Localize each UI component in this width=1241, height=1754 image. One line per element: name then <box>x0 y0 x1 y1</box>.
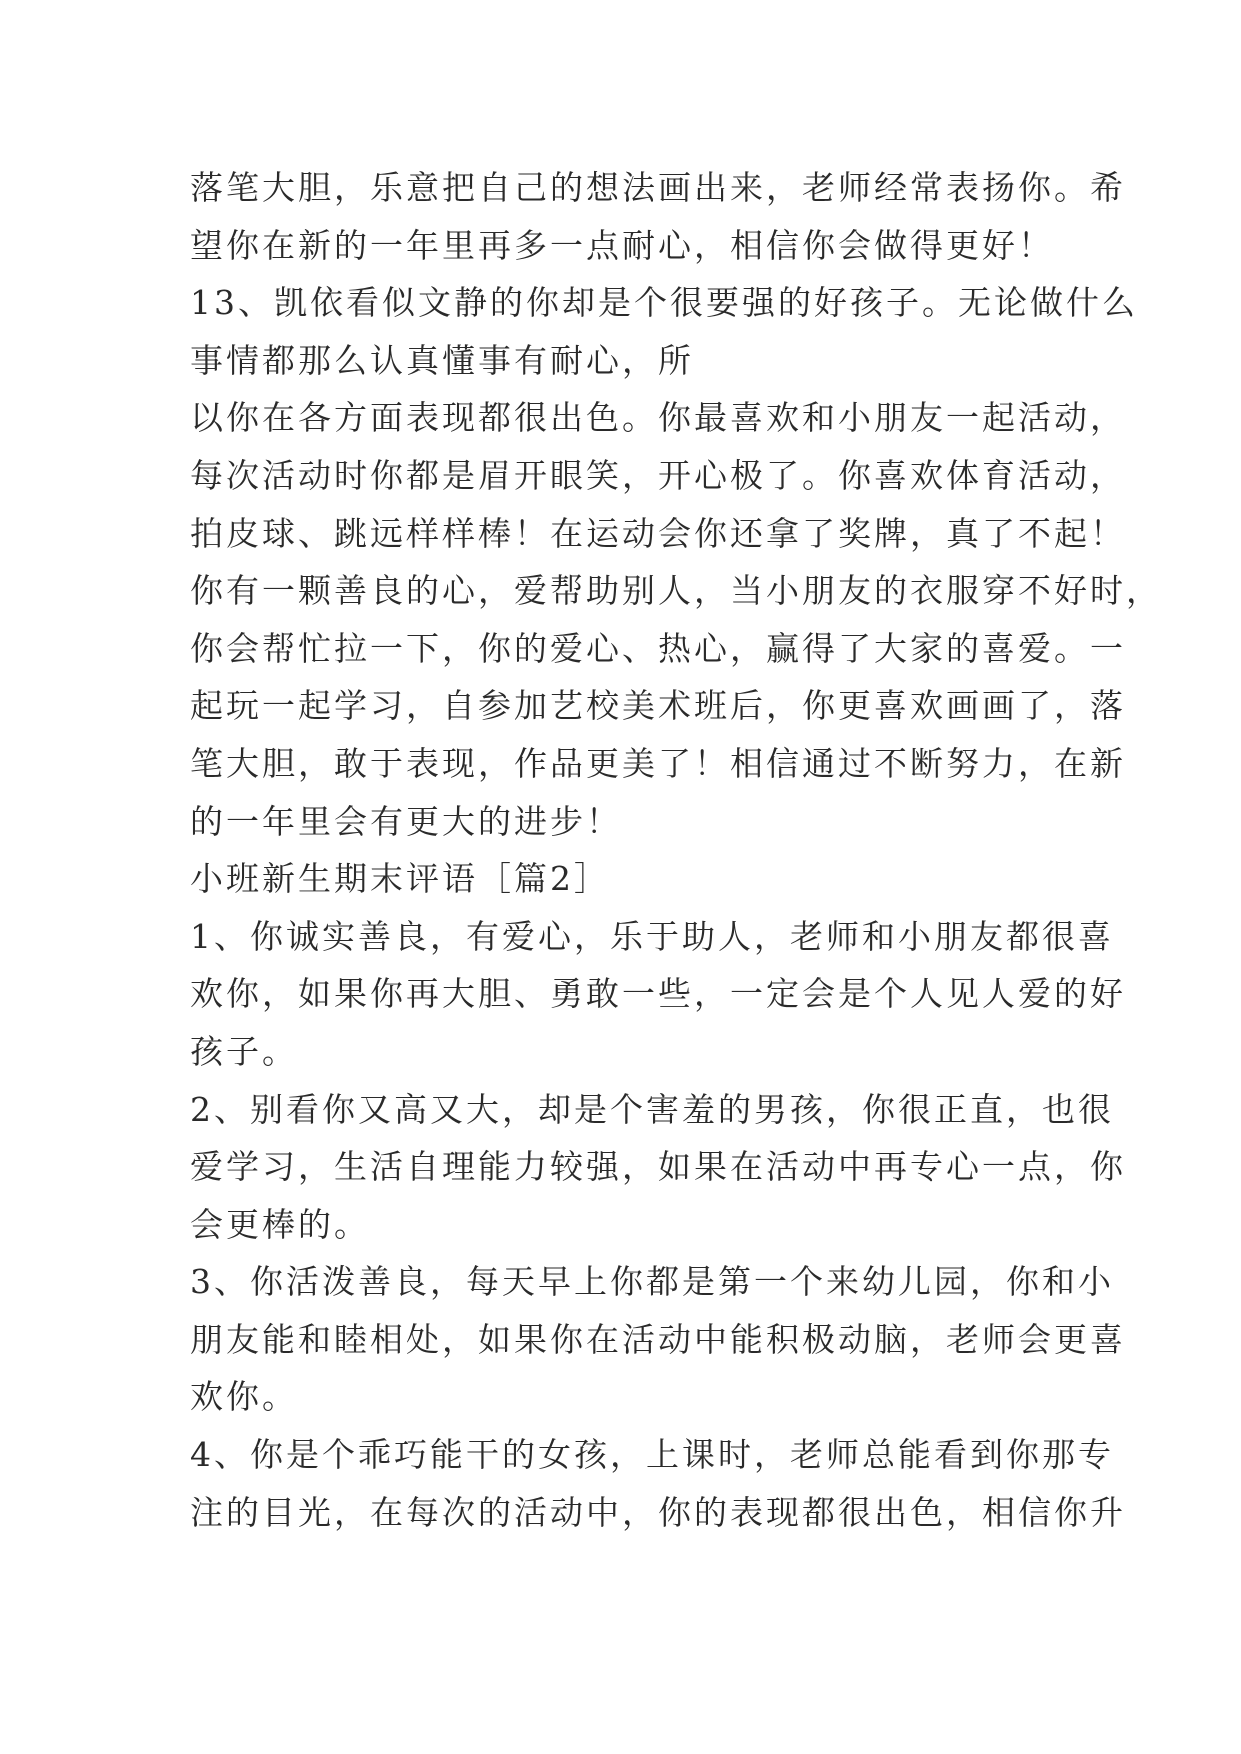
text-line: 朋友能和睦相处，如果你在活动中能积极动脑，老师会更喜 <box>190 1319 1126 1359</box>
text-line: 1、你诚实善良，有爱心，乐于助人，老师和小朋友都很喜 <box>190 916 1114 956</box>
text-line: 孩子。 <box>190 1031 298 1071</box>
text-line: 欢你。 <box>190 1377 298 1417</box>
section-heading: 小班新生期末评语［篇2］ <box>190 859 610 899</box>
text-line: 3、你活泼善良，每天早上你都是第一个来幼儿园，你和小 <box>190 1262 1114 1302</box>
text-line: 拍皮球、跳远样样棒！在运动会你还拿了奖牌，真了不起！ <box>190 513 1126 553</box>
text-line: 2、别看你又高又大，却是个害羞的男孩，你很正直，也很 <box>190 1089 1114 1129</box>
text-line: 起玩一起学习，自参加艺校美术班后，你更喜欢画画了，落 <box>190 686 1126 726</box>
text-line: 落笔大胆，乐意把自己的想法画出来，老师经常表扬你。希 <box>190 168 1126 207</box>
text-line: 每次活动时你都是眉开眼笑，开心极了。你喜欢体育活动， <box>190 455 1126 495</box>
text-line: 欢你，如果你再大胆、勇敢一些，一定会是个人见人爱的好 <box>190 974 1126 1014</box>
text-line: 13、凯依看似文静的你却是个很要强的好孩子。无论做什么 <box>190 283 1138 323</box>
text-line: 会更棒的。 <box>190 1204 370 1244</box>
text-line: 的一年里会有更大的进步！ <box>190 801 622 841</box>
text-line: 以你在各方面表现都很出色。你最喜欢和小朋友一起活动， <box>190 398 1126 438</box>
text-line: 笔大胆，敢于表现，作品更美了！相信通过不断努力，在新 <box>190 743 1126 783</box>
text-line: 事情都那么认真懂事有耐心，所 <box>190 340 694 380</box>
text-line: 爱学习，生活自理能力较强，如果在活动中再专心一点，你 <box>190 1147 1126 1187</box>
text-line: 注的目光，在每次的活动中，你的表现都很出色，相信你升 <box>190 1492 1126 1532</box>
text-line: 你会帮忙拉一下，你的爱心、热心，赢得了大家的喜爱。一 <box>190 628 1126 668</box>
text-line: 4、你是个乖巧能干的女孩，上课时，老师总能看到你那专 <box>190 1435 1114 1475</box>
text-line: 望你在新的一年里再多一点耐心，相信你会做得更好！ <box>190 225 1054 265</box>
document-body <box>190 159 1162 1541</box>
text-line: 你有一颗善良的心，爱帮助别人，当小朋友的衣服穿不好时， <box>190 571 1162 611</box>
